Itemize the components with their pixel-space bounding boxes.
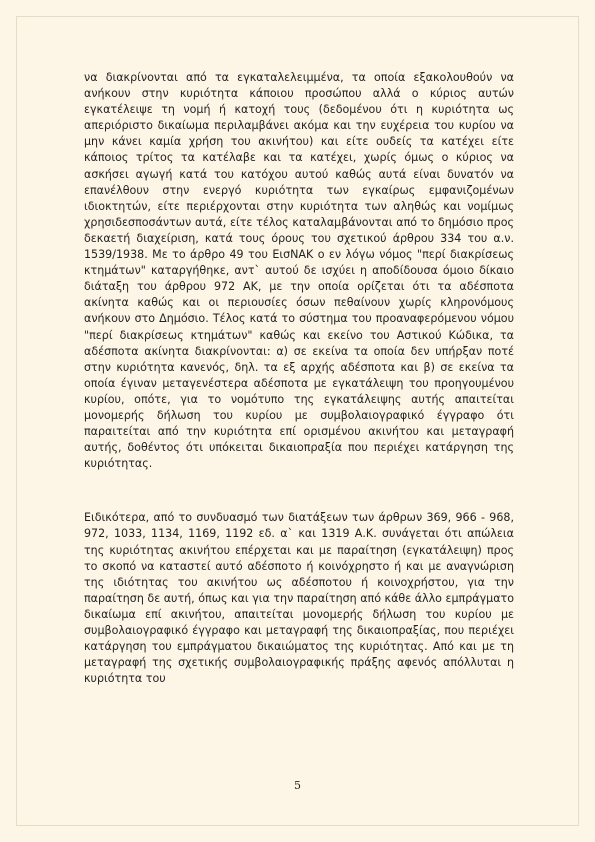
page-number: 5: [294, 779, 301, 792]
paragraph: Ειδικότερα, από το συνδυασμό των διατάξεων των άρθρων 369, 966 - 968, 972, 1033, 1134, 1169, 1192 εδ. α` και 1319 Α.Κ. συνάγεται ότι απώλεια της κυριότητας ακινήτου επέρχεται και με παραίτηση (εγκατάλειψη) προς το σκοπό να καταστεί αυτό αδέσποτο ή κοινόχρηστο ή και με αναγνώριση της ιδιότητας του ακινήτου ως αδέσποτου ή κοινοχρήστου, για την παραίτηση δε αυτή, όπως και για την παραίτηση από κάθε άλλο εμπράγματο δικαίωμα επί ακινήτου, απαιτείται μονομερής δήλωση του κυρίου με συμβολαιογραφικό έγγραφο και μεταγραφή της δικαιοπραξίας, που περιέχει κατάργηση του εμπράγματου δικαιώματος της κυριότητας. Από και με τη μεταγραφή της σχετικής συμβολαιογραφικής πράξης αφενός απόλλυται η κυριότητα του: [84, 511, 514, 686]
document-body: [84, 70, 514, 687]
paragraph: να διακρίνονται από τα εγκαταλελειμμένα, τα οποία εξακολουθούν να ανήκουν στην κυριότητα κάποιου προσώπου αλλά ο κύριος αυτών εγκατέλειψε τη νομή ή κατοχή τους (δεδομένου ότι η κυριότητα ως απεριόριστο δικαίωμα περιλαμβάνει ακόμα και την ευχέρεια του κυρίου να μην κάνει καμία χρήση του ακινήτου) και είτε ουδείς τα κατέχει είτε κάποιος τρίτος τα κατέλαβε και τα κατέχει, χωρίς όμως ο κύριος να ασκήσει αγωγή κατά του κατόχου αυτού καθώς αυτά είναι δυνατόν να επανέλθουν στην ενεργό κυριότητα των εγκαίρως εμφανιζομένων ιδιοκτητών, είτε περιέρχονται στην κυριότητα των αληθώς και νομίμως χρησιδεσποσάντων αυτά, είτε τέλος καταλαμβάνονται από το δημόσιο προς δεκαετή διαχείριση, κατά τους όρους του σχετικού άρθρου 334 του α.ν. 1539/1938. Με το άρθρο 49 του ΕισΝΑΚ ο εν λόγω νόμος "περί διακρίσεως κτημάτων" καταργήθηκε, αντ` αυτού δε ισχύει η αποδίδουσα όμοιο δίκαιο διάταξη του άρθρου 972 ΑΚ, με την οποία ορίζεται ότι τα αδέσποτα ακίνητα καθώς και οι περιουσίες όσων πεθαίνουν χωρίς κληρονόμους ανήκουν στο Δημόσιο. Τέλος κατά το σύστημα του προαναφερόμενου νόμου "περί διακρίσεως κτημάτων" καθώς και εκείνο του Αστικού Κώδικα, τα αδέσποτα ακίνητα διακρίνονται: α) σε εκείνα τα οποία δεν υπήρξαν ποτέ στην κυριότητα κανενός, δηλ. τα εξ αρχής αδέσποτα και β) σε εκείνα τα οποία έγιναν μεταγενέστερα αδέσποτα με εγκατάλειψη του προηγουμένου κυρίου, οπότε, για το νομότυπο της εγκατάλειψης αυτής απαιτείται μονομερής δήλωση του κυρίου με συμβολαιογραφικό έγγραφο ότι παραιτείται από την κυριότητα επί ορισμένου ακινήτου και μεταγραφή αυτής, δοθέντος ότι υπόκειται δικαιοπραξία που περιέχει κατάργηση της κυριότητας.: [84, 71, 514, 471]
